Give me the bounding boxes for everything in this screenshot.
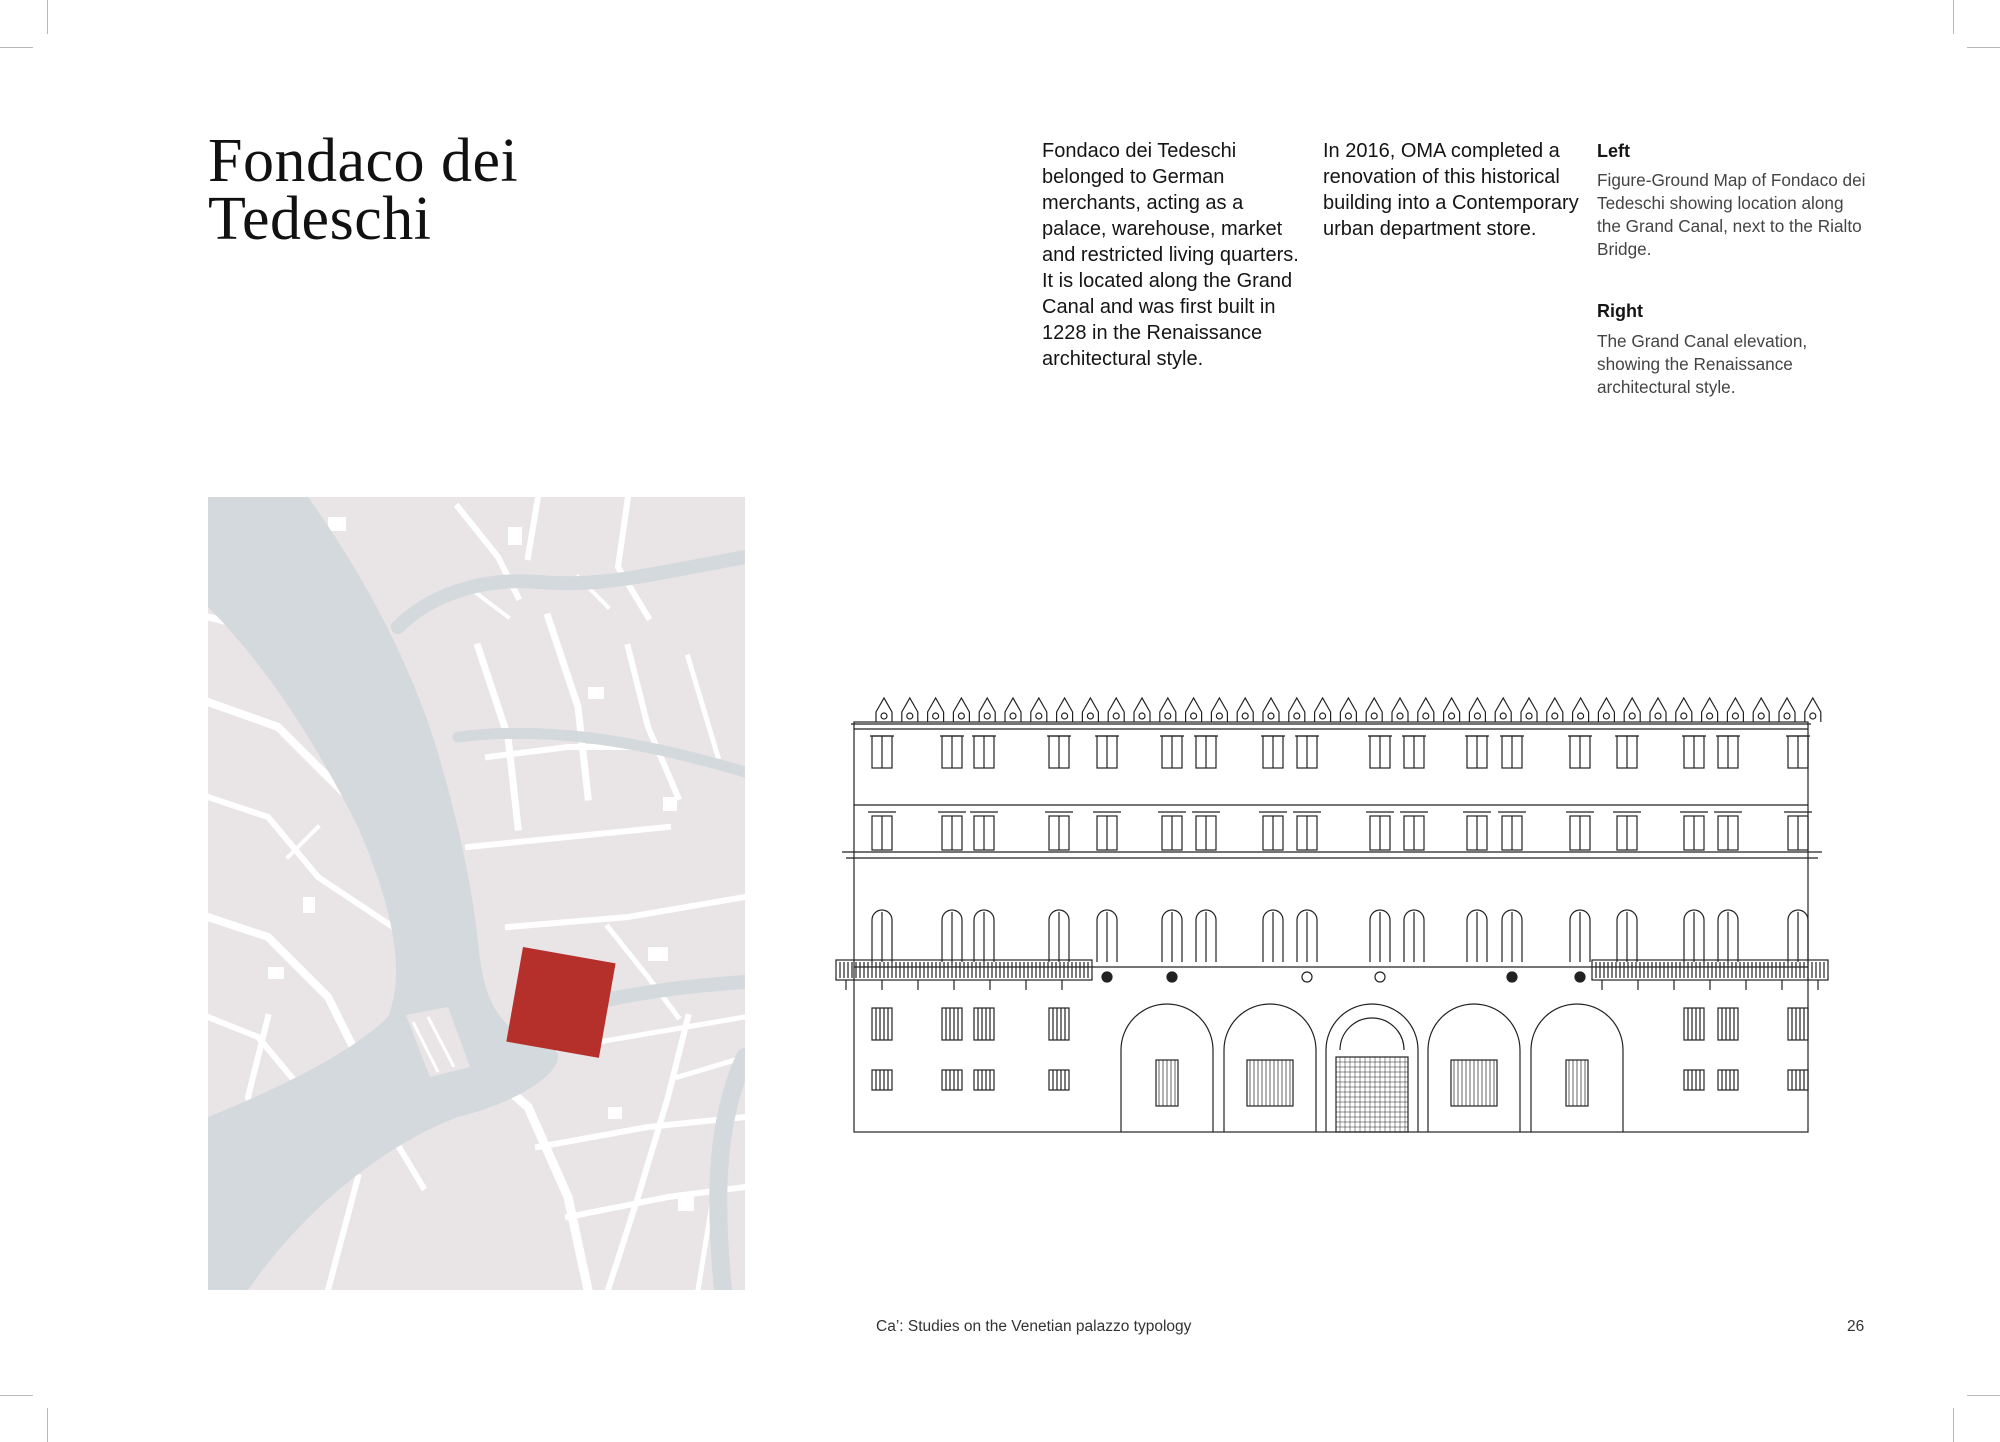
figure-ground-map: [208, 497, 745, 1290]
crop-mark-top-left-v: [47, 0, 48, 34]
caption-heading-right: Right: [1597, 301, 1643, 321]
caption-heading-left: Left: [1597, 141, 1630, 161]
footer-publication-title: Ca’: Studies on the Venetian palazzo typology: [876, 1318, 1192, 1335]
page-title: Fondaco dei Tedeschi: [208, 127, 519, 253]
figure-ground-map-svg: [208, 497, 745, 1290]
fondaco-highlight: [506, 947, 615, 1058]
page-number: 26: [1847, 1318, 1865, 1335]
elevation-drawing-svg: [832, 672, 1832, 1142]
crop-mark-bottom-left-v: [47, 1408, 48, 1442]
caption-text-right: The Grand Canal elevation, showing the Renaissance architectural style.: [1597, 331, 1808, 397]
caption-text-left: Figure-Ground Map of Fondaco dei Tedeschi showing location along the Grand Canal, next to the Rialto Bridge.: [1597, 170, 1866, 259]
crop-mark-bottom-right-v: [1953, 1408, 1954, 1442]
crop-mark-top-right-h: [1967, 47, 2000, 48]
grand-canal-elevation: [832, 672, 1832, 1142]
body-text-column-2: In 2016, OMA completed a renovation of this historical building into a Contemporary urban department store.: [1323, 140, 1579, 240]
crop-mark-bottom-left-h: [0, 1395, 33, 1396]
crop-mark-top-left-h: [0, 47, 33, 48]
body-text-column-1: Fondaco dei Tedeschi belonged to German merchants, acting as a palace, warehouse, market and restricted living quarters. It is located along the Grand Canal and was first built in 1228 in the Renaissance architectural style.: [1042, 140, 1299, 370]
crop-mark-top-right-v: [1953, 0, 1954, 34]
crop-mark-bottom-right-h: [1967, 1395, 2000, 1396]
